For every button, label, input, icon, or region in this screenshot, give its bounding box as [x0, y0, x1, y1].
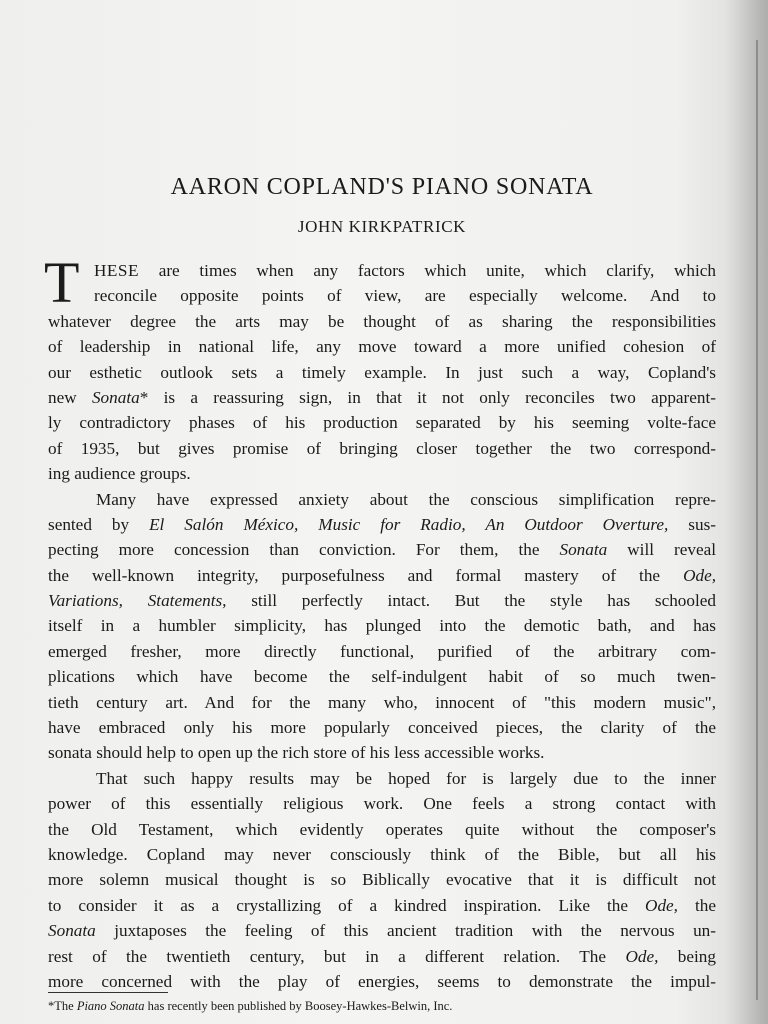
- text-line: have embraced only his more popularly conceived pieces, the clarity of the: [48, 718, 716, 738]
- page-edge-line: [756, 40, 758, 1000]
- text-line: knowledge. Copland may never consciously think of the Bible, but all his: [48, 844, 716, 864]
- text-line: our esthetic outlook sets a timely example. In just such a way, Copland's: [48, 362, 716, 382]
- paragraph-1: [44, 250, 716, 487]
- article-body: [44, 250, 716, 994]
- text-line: sented by El Salón México, Music for Radio, An Outdoor Overture, sus-: [48, 514, 716, 534]
- text-line: the well-known integrity, purposefulness and formal mastery of the Ode,: [48, 565, 716, 585]
- text-line: plications which have become the self-indulgent habit of so much twen-: [48, 667, 716, 687]
- text-line: itself in a humbler simplicity, has plunged into the demotic bath, and has: [48, 616, 716, 636]
- text-line: Variations, Statements, still perfectly intact. But the style has schooled: [48, 591, 716, 611]
- text-line: pecting more concession than conviction. For them, the Sonata will reveal: [48, 540, 716, 560]
- text-line: sonata should help to open up the rich store of his less accessible works.: [48, 743, 545, 763]
- text-line: of 1935, but gives promise of bringing closer together the two correspond-: [48, 438, 716, 458]
- paragraph-2: [48, 487, 716, 766]
- text-line: more concerned with the play of energies, seems to demonstrate the impul-: [48, 971, 716, 991]
- drop-cap: T: [44, 250, 80, 315]
- article-author: JOHN KIRKPATRICK: [297, 217, 467, 236]
- text-line: of leadership in national life, any move toward a more unified cohesion of: [48, 337, 716, 357]
- article-title: AARON COPLAND'S PIANO SONATA: [170, 174, 594, 200]
- paragraph-3: [48, 766, 716, 995]
- text-line: to consider it as a crystallizing of a kindred inspiration. Like the Ode, the: [48, 895, 716, 915]
- text-line: the Old Testament, which evidently operates quite without the composer's: [48, 819, 716, 839]
- text-line: reconcile opposite points of view, are especially welcome. And to: [94, 286, 716, 306]
- text-line: more solemn musical thought is so Biblically evocative that it is difficult not: [48, 870, 716, 890]
- text-line: ing audience groups.: [48, 464, 191, 484]
- text-line: ly contradictory phases of his production separated by his seeming volte-face: [48, 413, 716, 433]
- text-line: tieth century art. And for the many who, innocent of "this modern music",: [48, 692, 716, 712]
- footnote: *The Piano Sonata has recently been published by Boosey-Hawkes-Belwin, Inc.: [48, 999, 453, 1013]
- footnote-rule: [48, 992, 168, 993]
- text-line: Sonata juxtaposes the feeling of this ancient tradition with the nervous un-: [48, 921, 716, 941]
- text-line: whatever degree the arts may be thought of as sharing the responsibilities: [48, 311, 716, 331]
- text-line: Many have expressed anxiety about the conscious simplification repre-: [96, 489, 716, 509]
- binding-shadow: [724, 0, 768, 1024]
- text-line: emerged fresher, more directly functional, purified of the arbitrary com-: [48, 641, 716, 661]
- text-line: rest of the twentieth century, but in a different relation. The Ode, being: [48, 946, 716, 966]
- text-line: HESE are times when any factors which unite, which clarify, which: [94, 261, 716, 280]
- text-line: power of this essentially religious work. One feels a strong contact with: [48, 794, 716, 814]
- text-line: That such happy results may be hoped for is largely due to the inner: [96, 768, 716, 788]
- text-line: new Sonata* is a reassuring sign, in that it not only reconciles two apparent-: [48, 387, 716, 407]
